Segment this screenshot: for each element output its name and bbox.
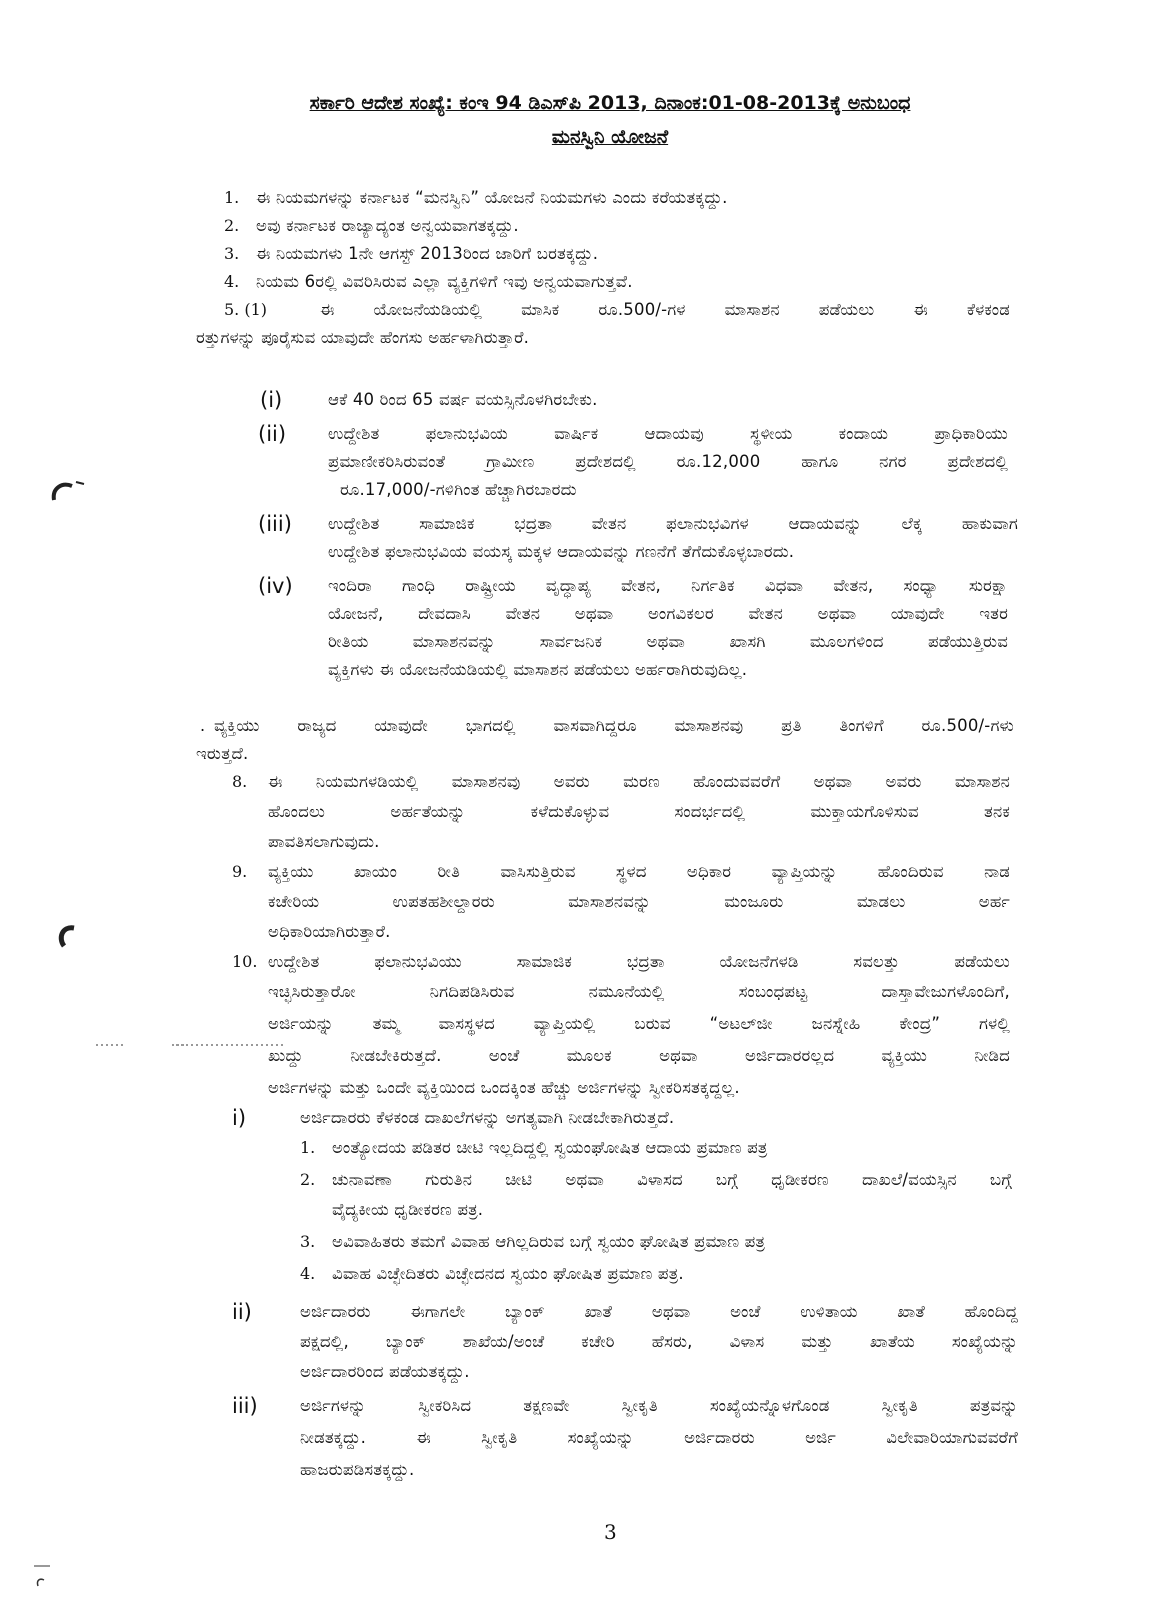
condition-iv-line-4: ವ್ಯಕ್ತಿಗಳು ಈ ಯೋಜನೆಯಡಿಯಲ್ಲಿ ಮಾಸಾಶನ ಪಡೆಯಲು ಅರ್ಹರಾಗಿರುವುದಿಲ್ಲ. (328, 660, 748, 679)
rule-7-line-2: ಇರುತ್ತದೆ. (196, 744, 249, 763)
condition-i-label: (i) (260, 388, 283, 412)
rule-8-line-1: ಈ ನಿಯಮಗಳಡಿಯಲ್ಲಿ ಮಾಸಾಶನವು ಅವರು ಮರಣ ಹೊಂದುವವರೆಗೆ ಅಥವಾ ಅವರು ಮಾಸಾಶನ (268, 772, 1010, 791)
doc-4-text: ವಿವಾಹ ವಿಚ್ಛೇದಿತರು ವಿಚ್ಛೇದನದ ಸ್ವಯಂ ಘೋಷಿತ ಪ್ರಮಾಣ ಪತ್ರ. (332, 1264, 684, 1283)
rule-5-line-1: ಈ ಯೋಜನೆಯಡಿಯಲ್ಲಿ ಮಾಸಿಕ ರೂ.500/-ಗಳ ಮಾಸಾಶನ ಪಡೆಯಲು ಈ ಕೆಳಕಂಡ (320, 300, 1010, 319)
rule-5-number: 5. (1) (224, 300, 268, 319)
rule-10-line-1: ಉದ್ದೇಶಿತ ಫಲಾನುಭವಿಯು ಸಾಮಾಜಿಕ ಭದ್ರತಾ ಯೋಜನೆಗಳಡಿ ಸವಲತ್ತು ಪಡೆಯಲು (268, 952, 1010, 971)
rule-9-line-3: ಅಧಿಕಾರಿಯಾಗಿರುತ್ತಾರೆ. (268, 922, 391, 941)
doc-3-text: ಅವಿವಾಹಿತರು ತಮಗೆ ವಿವಾಹ ಆಗಿಲ್ಲದಿರುವ ಬಗ್ಗೆ ಸ್ವಯಂ ಘೋಷಿತ ಪ್ರಮಾಣ ಪತ್ರ (332, 1232, 766, 1251)
sub-i-label: i) (232, 1106, 247, 1130)
condition-iv-line-3: ರೀತಿಯ ಮಾಸಾಶನವನ್ನು ಸಾರ್ವಜನಿಕ ಅಥವಾ ಖಾಸಗಿ ಮೂಲಗಳಿಂದ ಪಡೆಯುತ್ತಿರುವ (328, 632, 1008, 651)
sub-iii-line-2: ನೀಡತಕ್ಕದ್ದು. ಈ ಸ್ವೀಕೃತಿ ಸಂಖ್ಯೆಯನ್ನು ಅರ್ಜಿದಾರರು ಅರ್ಜಿ ವಿಲೇವಾರಿಯಾಗುವವರೆಗೆ (300, 1428, 1018, 1447)
punch-hole-mark (54, 922, 84, 952)
sub-ii-label: ii) (232, 1300, 252, 1324)
sub-ii-line-2: ಪಕ್ಷದಲ್ಲಿ, ಬ್ಯಾಂಕ್ ಶಾಖೆಯ/ಅಂಚೆ ಕಚೇರಿ ಹೆಸರು, ವಿಳಾಸ ಮತ್ತು ಖಾತೆಯ ಸಂಖ್ಯೆಯನ್ನು (300, 1332, 1018, 1351)
rule-8-line-3: ಪಾವತಿಸಲಾಗುವುದು. (268, 832, 380, 851)
page-number: 3 (604, 1520, 617, 1544)
sub-i-intro: ಅರ್ಜಿದಾರರು ಕೆಳಕಂಡ ದಾಖಲೆಗಳನ್ನು ಅಗತ್ಯವಾಗಿ ನೀಡಬೇಕಾಗಿರುತ್ತದೆ. (300, 1108, 675, 1127)
condition-ii-line-2: ಪ್ರಮಾಣೀಕರಿಸಿರುವಂತೆ ಗ್ರಾಮೀಣ ಪ್ರದೇಶದಲ್ಲಿ ರೂ.12,000 ಹಾಗೂ ನಗರ ಪ್ರದೇಶದಲ್ಲಿ (328, 452, 1008, 471)
doc-2-number: 2. (300, 1170, 316, 1189)
rule-8-number: 8. (232, 772, 248, 791)
rule-10-line-2: ಇಚ್ಛಿಸಿರುತ್ತಾರೋ ನಿಗದಿಪಡಿಸಿರುವ ನಮೂನೆಯಲ್ಲಿ ಸಂಬಂಧಪಟ್ಟ ದಾಸ್ತಾವೇಜುಗಳೊಂದಿಗೆ, (268, 982, 1010, 1001)
rule-7-line-1: ವ್ಯಕ್ತಿಯು ರಾಜ್ಯದ ಯಾವುದೇ ಭಾಗದಲ್ಲಿ ವಾಸವಾಗಿದ್ದರೂ ಮಾಸಾಶನವು ಪ್ರತಿ ತಿಂಗಳಿಗೆ ರೂ.500/-ಗಳು (214, 716, 1014, 735)
rule-7-number: . (200, 716, 206, 735)
rule-1-number: 1. (224, 188, 240, 207)
punch-hole-mark (48, 478, 88, 508)
rule-5-line-2: ರತ್ತುಗಳನ್ನು ಪೂರೈಸುವ ಯಾವುದೇ ಹೆಂಗಸು ಅರ್ಹಳಾಗಿರುತ್ತಾರೆ. (196, 328, 530, 347)
scan-dots (176, 1040, 286, 1050)
rule-9-number: 9. (232, 862, 248, 881)
rule-2-text: ಅವು ಕರ್ನಾಟಕ ರಾಜ್ಯಾದ್ಯಂತ ಅನ್ವಯವಾಗತಕ್ಕದ್ದು. (256, 216, 519, 235)
rule-2-number: 2. (224, 216, 240, 235)
sub-iii-label: iii) (232, 1394, 258, 1418)
scan-dots (96, 1040, 186, 1050)
sub-ii-line-3: ಅರ್ಜಿದಾರರಿಂದ ಪಡೆಯತಕ್ಕದ್ದು. (300, 1362, 470, 1381)
condition-iv-line-2: ಯೋಜನೆ, ದೇವದಾಸಿ ವೇತನ ಅಥವಾ ಅಂಗವಿಕಲರ ವೇತನ ಅಥವಾ ಯಾವುದೇ ಇತರ (328, 604, 1008, 623)
doc-2-line-1: ಚುನಾವಣಾ ಗುರುತಿನ ಚೀಟಿ ಅಥವಾ ವಿಳಾಸದ ಬಗ್ಗೆ ಧೃಡೀಕರಣ ದಾಖಲೆ/ವಯಸ್ಸಿನ ಬಗ್ಗೆ (332, 1170, 1012, 1189)
rule-10-line-4: ಖುದ್ದು ನೀಡಬೇಕಿರುತ್ತದೆ. ಅಂಚೆ ಮೂಲಕ ಅಥವಾ ಅರ್ಜಿದಾರರಲ್ಲದ ವ್ಯಕ್ತಿಯು ನೀಡಿದ (268, 1046, 1010, 1065)
condition-iii-line-1: ಉದ್ದೇಶಿತ ಸಾಮಾಜಿಕ ಭದ್ರತಾ ವೇತನ ಫಲಾನುಭವಿಗಳ ಆದಾಯವನ್ನು ಲೆಕ್ಕ ಹಾಕುವಾಗ (328, 514, 1018, 533)
doc-3-number: 3. (300, 1232, 316, 1251)
rule-3-number: 3. (224, 244, 240, 263)
rule-4-number: 4. (224, 272, 240, 291)
sub-ii-line-1: ಅರ್ಜಿದಾರರು ಈಗಾಗಲೇ ಬ್ಯಾಂಕ್ ಖಾತೆ ಅಥವಾ ಅಂಚೆ ಉಳಿತಾಯ ಖಾತೆ ಹೊಂದಿದ್ದ (300, 1302, 1018, 1321)
scheme-title: ಮನಸ್ವಿನಿ ಯೋಜನೆ (551, 126, 669, 148)
sub-iii-line-1: ಅರ್ಜಿಗಳನ್ನು ಸ್ವೀಕರಿಸಿದ ತಕ್ಷಣವೇ ಸ್ವೀಕೃತಿ ಸಂಖ್ಯೆಯನ್ನೊಳಗೊಂಡ ಸ್ವೀಕೃತಿ ಪತ್ರವನ್ನು (300, 1396, 1018, 1415)
rule-10-line-3: ಅರ್ಜಿಯನ್ನು ತಮ್ಮ ವಾಸಸ್ಥಳದ ವ್ಯಾಪ್ತಿಯಲ್ಲಿ ಬರುವ “ಅಟಲ್‌ಜೀ ಜನಸ್ನೇಹಿ ಕೇಂದ್ರ” ಗಳಲ್ಲಿ (268, 1014, 1010, 1033)
order-title: ಸರ್ಕಾರಿ ಆದೇಶ ಸಂಖ್ಯೆ: ಕಂಇ 94 ಡಿಎಸ್‌ಪಿ 2013, ದಿನಾಂಕ:01-08-2013ಕ್ಕೆ ಅನುಬಂಧ (309, 92, 911, 114)
condition-iv-line-1: ಇಂದಿರಾ ಗಾಂಧಿ ರಾಷ್ಟ್ರೀಯ ವೃದ್ಧಾಪ್ಯ ವೇತನ, ನಿರ್ಗತಿಕ ವಿಧವಾ ವೇತನ, ಸಂಧ್ಯಾ ಸುರಕ್ಷಾ (328, 576, 1008, 595)
condition-iii-line-2: ಉದ್ದೇಶಿತ ಫಲಾನುಭವಿಯ ವಯಸ್ಕ ಮಕ್ಕಳ ಆದಾಯವನ್ನು ಗಣನೆಗೆ ತೆಗೆದುಕೊಳ್ಳಬಾರದು. (328, 542, 795, 561)
rule-1-text: ಈ ನಿಯಮಗಳನ್ನು ಕರ್ನಾಟಕ “ಮನಸ್ವಿನಿ” ಯೋಜನೆ ನಿಯಮಗಳು ಎಂದು ಕರೆಯತಕ್ಕದ್ದು. (256, 188, 728, 207)
doc-2-line-2: ವೈದ್ಯಕೀಯ ಧೃಡೀಕರಣ ಪತ್ರ. (332, 1200, 484, 1219)
rule-10-line-5: ಅರ್ಜಿಗಳನ್ನು ಮತ್ತು ಒಂದೇ ವ್ಯಕ್ತಿಯಿಂದ ಒಂದಕ್ಕಿಂತ ಹೆಚ್ಚು ಅರ್ಜಿಗಳನ್ನು ಸ್ವೀಕರಿಸತಕ್ಕದ್ದಲ್ಲ. (268, 1078, 740, 1097)
condition-iii-label: (iii) (258, 512, 292, 536)
rule-9-line-2: ಕಚೇರಿಯ ಉಪತಹಶೀಲ್ದಾರರು ಮಾಸಾಶನವನ್ನು ಮಂಜೂರು ಮಾಡಲು ಅರ್ಹ (268, 892, 1010, 911)
condition-ii-line-1: ಉದ್ದೇಶಿತ ಫಲಾನುಭವಿಯ ವಾರ್ಷಿಕ ಆದಾಯವು ಸ್ಥಳೀಯ ಕಂದಾಯ ಪ್ರಾಧಿಕಾರಿಯು (328, 424, 1008, 443)
doc-1-number: 1. (300, 1138, 316, 1157)
rule-4-text: ನಿಯಮ 6ರಲ್ಲಿ ವಿವರಿಸಿರುವ ಎಲ್ಲಾ ವ್ಯಕ್ತಿಗಳಿಗೆ ಇವು ಅನ್ವಯವಾಗುತ್ತವೆ. (256, 272, 633, 291)
condition-ii-line-3: ರೂ.17,000/-ಗಳಿಗಿಂತ ಹೆಚ್ಚಾಗಿರಬಾರದು (340, 480, 577, 499)
condition-i-text: ಆಕೆ 40 ರಿಂದ 65 ವರ್ಷ ವಯಸ್ಸಿನೊಳಗಿರಬೇಕು. (328, 390, 598, 409)
rule-10-number: 10. (232, 952, 258, 971)
doc-4-number: 4. (300, 1264, 316, 1283)
rule-9-line-1: ವ್ಯಕ್ತಿಯು ಖಾಯಂ ರೀತಿ ವಾಸಿಸುತ್ತಿರುವ ಸ್ಥಳದ ಅಧಿಕಾರ ವ್ಯಾಪ್ತಿಯನ್ನು ಹೊಂದಿರುವ ನಾಡ (268, 862, 1010, 881)
rule-8-line-2: ಹೊಂದಲು ಅರ್ಹತೆಯನ್ನು ಕಳೆದುಕೊಳ್ಳುವ ಸಂದರ್ಭದಲ್ಲಿ ಮುಕ್ತಾಯಗೊಳಿಸುವ ತನಕ (268, 802, 1010, 821)
condition-iv-label: (iv) (258, 574, 293, 598)
doc-1-text: ಅಂತ್ಯೋದಯ ಪಡಿತರ ಚೀಟಿ ಇಲ್ಲದಿದ್ದಲ್ಲಿ ಸ್ವಯಂಘೋಷಿತ ಆದಾಯ ಪ್ರಮಾಣ ಪತ್ರ (332, 1138, 768, 1157)
scan-dots (30, 1550, 80, 1590)
condition-ii-label: (ii) (258, 422, 287, 446)
rule-3-text: ಈ ನಿಯಮಗಳು 1ನೇ ಆಗಸ್ಟ್ 2013ರಿಂದ ಜಾರಿಗೆ ಬರತಕ್ಕದ್ದು. (256, 244, 599, 263)
sub-iii-line-3: ಹಾಜರುಪಡಿಸತಕ್ಕದ್ದು. (300, 1460, 415, 1479)
